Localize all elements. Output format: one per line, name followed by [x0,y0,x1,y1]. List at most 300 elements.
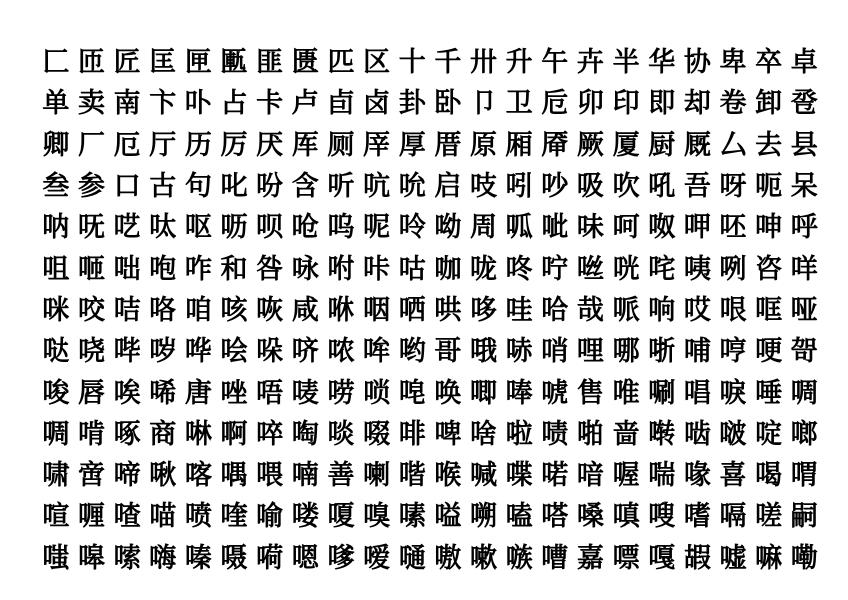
glyph-cell: 咔 [363,253,391,285]
glyph-cell: 商 [149,418,177,450]
glyph-cell: 嗒 [541,501,569,533]
glyph-cell: 唛 [291,377,319,409]
glyph-cell: 吲 [505,171,533,203]
glyph-cell: 吼 [648,171,676,203]
glyph-cell: 匝 [77,47,105,79]
glyph-cell: 原 [470,129,497,161]
glyph-cell: 哩 [576,336,604,368]
glyph-cell: 唱 [683,377,711,409]
glyph-cell: 卣 [327,88,355,120]
glyph-cell: 卉 [576,47,604,79]
glyph-cell: 味 [576,212,604,244]
glyph-cell: 卓 [790,47,818,79]
glyph-cell: 咂 [77,253,105,285]
glyph-cell: 喋 [505,460,533,492]
glyph-cell: 厢 [505,129,533,161]
glyph-cell: 吱 [470,171,497,203]
glyph-cell: 啄 [113,418,141,450]
glyph-cell: 口 [113,171,141,203]
glyph-cell: 嗷 [434,542,462,574]
glyph-cell: 呜 [327,212,355,244]
glyph-cell: 叱 [220,171,248,203]
glyph-cell: 啵 [719,418,747,450]
glyph-cell: 呷 [683,212,711,244]
glyph-cell: 嘉 [576,542,604,574]
glyph-cell: 啃 [77,418,105,450]
glyph-cell: 喏 [541,460,569,492]
glyph-cell: 喳 [113,501,141,533]
glyph-cell: 咎 [256,253,284,285]
glyph-cell: 咯 [149,294,177,326]
glyph-cell: 卒 [755,47,783,79]
glyph-cell: 哗 [184,336,212,368]
glyph-cell: 啧 [541,418,569,450]
glyph-cell: 喑 [576,460,604,492]
glyph-cell: 哦 [470,336,497,368]
glyph-cell: 唣 [398,377,426,409]
glyph-cell: 区 [363,47,391,79]
glyph-cell: 呤 [398,212,426,244]
glyph-cell: 哈 [541,294,569,326]
glyph-cell: 唠 [327,377,355,409]
glyph-cell: 哂 [398,294,426,326]
glyph-cell: 唑 [220,377,248,409]
glyph-cell: 咏 [291,253,319,285]
glyph-cell: 卖 [77,88,105,120]
glyph-cell: 唯 [612,377,640,409]
glyph-cell: 呖 [220,212,248,244]
glyph-cell: 咛 [541,253,569,285]
glyph-cell: 唔 [256,377,284,409]
glyph-cell: 哿 [790,336,818,368]
character-grid [38,42,822,579]
glyph-cell: 南 [113,88,141,120]
glyph-cell: 嗔 [612,501,640,533]
glyph-cell: 哥 [434,336,462,368]
glyph-cell: 咚 [505,253,533,285]
glyph-cell: 卅 [470,47,497,79]
glyph-cell: 厚 [398,129,426,161]
glyph-cell: 去 [755,129,783,161]
glyph-cell: 哚 [256,336,284,368]
glyph-cell: 厂 [77,129,105,161]
glyph-cell: 喁 [220,460,248,492]
glyph-cell: 咱 [184,294,212,326]
glyph-cell: 咦 [683,253,711,285]
glyph-cell: 听 [327,171,355,203]
glyph-row [38,248,822,289]
glyph-cell: 嗝 [719,501,747,533]
glyph-row [38,290,822,331]
glyph-cell: 匠 [113,47,141,79]
glyph-cell: 嗵 [398,542,426,574]
glyph-cell: 唰 [648,377,676,409]
glyph-cell: 十 [398,47,426,79]
glyph-cell: 卦 [398,88,426,120]
glyph-cell: 卯 [576,88,604,120]
glyph-cell: 卟 [184,88,212,120]
glyph-cell: 啻 [77,460,105,492]
glyph-cell: 启 [434,171,462,203]
glyph-cell: 咪 [42,294,70,326]
glyph-cell: 啬 [612,418,640,450]
glyph-cell: 匡 [149,47,177,79]
glyph-cell: 唪 [505,377,533,409]
glyph-cell: 嘏 [683,542,711,574]
glyph-cell: 嗤 [42,542,70,574]
glyph-cell: 呦 [434,212,462,244]
glyph-cell: 喇 [363,460,391,492]
glyph-row [38,125,822,166]
glyph-cell: 卺 [790,88,818,120]
glyph-cell: 哎 [683,294,711,326]
glyph-cell: 吾 [683,171,711,203]
glyph-cell: 半 [612,47,640,79]
glyph-cell: 嗑 [505,501,533,533]
glyph-cell: 卡 [256,88,284,120]
glyph-cell: 卞 [149,88,177,120]
glyph-cell: 呗 [256,212,284,244]
glyph-cell: 哔 [113,336,141,368]
glyph-cell: 占 [220,88,248,120]
glyph-cell: 咴 [256,294,284,326]
glyph-cell: 吭 [363,171,391,203]
glyph-cell: 哧 [505,336,533,368]
glyph-cell: 呸 [719,212,747,244]
glyph-cell: 吸 [576,171,604,203]
glyph-cell: 嗯 [291,542,319,574]
glyph-cell: 喉 [434,460,462,492]
glyph-cell: 嗲 [327,542,355,574]
glyph-cell: 县 [790,129,818,161]
glyph-cell: 唾 [755,377,783,409]
glyph-cell: 啁 [790,377,818,409]
glyph-cell: 咀 [42,253,70,285]
glyph-cell: 卫 [505,88,533,120]
glyph-cell: 匣 [184,47,212,79]
glyph-cell: 哨 [541,336,569,368]
glyph-cell: 嗦 [113,542,141,574]
glyph-cell: 咭 [113,294,141,326]
glyph-cell: 喜 [719,460,747,492]
glyph-cell: 喹 [220,501,248,533]
glyph-cell: 升 [505,47,533,79]
glyph-cell: 哽 [755,336,783,368]
glyph-cell: 匪 [256,47,284,79]
glyph-cell: 咄 [113,253,141,285]
glyph-cell: 哜 [291,336,319,368]
glyph-cell: 唇 [77,377,105,409]
glyph-row [38,414,822,455]
glyph-cell: 喂 [256,460,284,492]
glyph-cell: 哐 [755,294,783,326]
glyph-cell: 厌 [256,129,284,161]
glyph-cell: 喔 [612,460,640,492]
glyph-cell: 厥 [576,129,604,161]
glyph-cell: 咝 [576,253,604,285]
glyph-cell: 呒 [77,212,105,244]
glyph-cell: 呱 [505,212,533,244]
glyph-cell: 咳 [220,294,248,326]
glyph-cell: 哏 [719,294,747,326]
glyph-cell: 唆 [42,377,70,409]
glyph-cell: 唬 [541,377,569,409]
glyph-cell: 售 [576,377,604,409]
glyph-cell: 喱 [77,501,105,533]
glyph-cell: 周 [470,212,497,244]
glyph-cell: 响 [648,294,676,326]
glyph-cell: 嘘 [719,542,747,574]
glyph-row [38,372,822,413]
glyph-cell: 午 [541,47,569,79]
glyph-cell: 咧 [719,253,747,285]
glyph-cell: 喝 [755,460,783,492]
glyph-cell: 嗪 [184,542,212,574]
glyph-cell: 厨 [648,129,676,161]
glyph-cell: 咋 [184,253,212,285]
glyph-cell: 厅 [149,129,177,161]
glyph-row [38,207,822,248]
glyph-cell: 嗥 [77,542,105,574]
glyph-cell: 咐 [327,253,355,285]
glyph-cell: 咨 [755,253,783,285]
glyph-cell: 叁 [42,171,70,203]
glyph-cell: 咙 [470,253,497,285]
glyph-cell: 嘞 [790,542,818,574]
glyph-cell: 呃 [755,171,783,203]
glyph-cell: 厩 [683,129,711,161]
glyph-cell: 即 [648,88,676,120]
glyph-cell: 唐 [184,377,212,409]
glyph-cell: 呢 [363,212,391,244]
glyph-cell: 呵 [612,212,640,244]
glyph-cell: 哆 [470,294,497,326]
glyph-cell: 呆 [790,171,818,203]
glyph-cell: 唳 [719,377,747,409]
glyph-cell: 啡 [398,418,426,450]
glyph-cell: 呔 [149,212,177,244]
glyph-cell: 吹 [612,171,640,203]
glyph-cell: 咩 [790,253,818,285]
glyph-cell: 吵 [541,171,569,203]
glyph-cell: 含 [291,171,319,203]
glyph-cell: 嗽 [470,542,497,574]
glyph-cell: 喷 [184,501,212,533]
glyph-cell: 咖 [434,253,462,285]
glyph-cell: 卑 [719,47,747,79]
glyph-cell: 咆 [149,253,177,285]
glyph-cell: 哳 [648,336,676,368]
glyph-cell: 咽 [363,294,391,326]
glyph-cell: 嘈 [541,542,569,574]
glyph-cell: 啮 [683,418,711,450]
glyph-cell: 厦 [612,129,640,161]
glyph-cell: 印 [612,88,640,120]
glyph-cell: 千 [434,47,462,79]
glyph-cell: 厣 [541,129,569,161]
glyph-cell: 哉 [576,294,604,326]
glyph-cell: 啪 [576,418,604,450]
glyph-cell: 卧 [434,88,462,120]
glyph-cell: 哞 [363,336,391,368]
glyph-cell: 嗉 [398,501,426,533]
glyph-cell: 喟 [790,460,818,492]
glyph-cell: 喃 [291,460,319,492]
glyph-cell: 嗳 [363,542,391,574]
glyph-cell: 历 [184,129,212,161]
glyph-cell: 匹 [327,47,355,79]
glyph-cell: 哌 [612,294,640,326]
glyph-cell: 卷 [719,88,747,120]
glyph-cell: 啁 [42,418,70,450]
glyph-cell: 呀 [719,171,747,203]
glyph-cell: 厕 [327,129,355,161]
glyph-cell: 和 [220,253,248,285]
glyph-row [38,42,822,83]
glyph-cell: 卤 [363,88,391,120]
glyph-cell: 厝 [434,129,462,161]
glyph-cell: 厍 [291,129,319,161]
glyph-row [38,496,822,537]
glyph-cell: 嗜 [683,501,711,533]
glyph-cell: 华 [648,47,676,79]
glyph-cell: 善 [327,460,355,492]
glyph-cell: 哝 [327,336,355,368]
glyph-cell: 哪 [612,336,640,368]
glyph-cell: 呐 [42,212,70,244]
glyph-row [38,83,822,124]
glyph-row [38,455,822,496]
glyph-cell: 却 [683,88,711,120]
glyph-cell: 啤 [434,418,462,450]
glyph-cell: 呛 [291,212,319,244]
glyph-cell: 古 [149,171,177,203]
glyph-cell: 哓 [77,336,105,368]
glyph-cell: 啉 [184,418,212,450]
glyph-cell: 单 [42,88,70,120]
glyph-row [38,538,822,579]
glyph-cell: 句 [184,171,212,203]
glyph-cell: 啐 [256,418,284,450]
glyph-cell: 厉 [220,129,248,161]
glyph-cell: 嗌 [434,501,462,533]
glyph-cell: 啼 [113,460,141,492]
glyph-cell: 喻 [256,501,284,533]
glyph-cell: 嗄 [327,501,355,533]
glyph-cell: 哼 [719,336,747,368]
glyph-cell: 喽 [291,501,319,533]
glyph-cell: 啸 [42,460,70,492]
glyph-row [38,331,822,372]
glyph-cell: 嗖 [648,501,676,533]
glyph-cell: 吮 [398,171,426,203]
glyph-cell: 嗣 [790,501,818,533]
glyph-cell: 厗 [363,129,391,161]
glyph-cell: 吩 [256,171,284,203]
glyph-cell: 哇 [505,294,533,326]
glyph-cell: 喊 [470,460,497,492]
glyph-cell: 嗓 [576,501,604,533]
glyph-cell: 喘 [648,460,676,492]
glyph-cell: 哙 [220,336,248,368]
glyph-cell: 嘌 [612,542,640,574]
glyph-cell: 呲 [541,212,569,244]
glyph-cell: 嗍 [470,501,497,533]
glyph-cell: 匭 [220,47,248,79]
glyph-cell: 呓 [113,212,141,244]
glyph-cell: 咬 [77,294,105,326]
glyph-cell: 啕 [291,418,319,450]
glyph-cell: 厄 [113,129,141,161]
glyph-cell: 唤 [434,377,462,409]
glyph-cell: 匚 [42,47,70,79]
glyph-cell: 嘎 [648,542,676,574]
glyph-cell: 厶 [719,129,747,161]
glyph-cell: 啷 [790,418,818,450]
glyph-cell: 嗬 [256,542,284,574]
glyph-cell: 喀 [184,460,212,492]
glyph-cell: 嗾 [505,542,533,574]
glyph-cell: 卮 [541,88,569,120]
glyph-cell: 哒 [42,336,70,368]
glyph-cell: 唧 [470,377,497,409]
glyph-cell: 呼 [790,212,818,244]
glyph-cell: 啭 [648,418,676,450]
glyph-cell: 嗟 [755,501,783,533]
glyph-cell: 唢 [363,377,391,409]
glyph-cell: 哑 [790,294,818,326]
glyph-cell: 咤 [648,253,676,285]
glyph-cell: 嗫 [220,542,248,574]
glyph-cell: 嘛 [755,542,783,574]
glyph-cell: 咸 [291,294,319,326]
glyph-cell: 呶 [648,212,676,244]
glyph-cell: 啥 [470,418,497,450]
glyph-cell: 咻 [327,294,355,326]
glyph-cell: 卿 [42,129,70,161]
glyph-cell: 呕 [184,212,212,244]
glyph-cell: 喵 [149,501,177,533]
glyph-cell: 啶 [755,418,783,450]
glyph-cell: 匮 [291,47,319,79]
glyph-cell: 嗅 [363,501,391,533]
glyph-cell: 啊 [220,418,248,450]
glyph-cell: 卩 [470,88,497,120]
glyph-cell: 哄 [434,294,462,326]
glyph-cell: 卸 [755,88,783,120]
glyph-cell: 参 [77,171,105,203]
glyph-cell: 喧 [42,501,70,533]
glyph-cell: 喈 [398,460,426,492]
glyph-cell: 啾 [149,460,177,492]
glyph-cell: 哺 [683,336,711,368]
glyph-cell: 喙 [683,460,711,492]
glyph-cell: 呻 [755,212,783,244]
glyph-cell: 咣 [612,253,640,285]
glyph-cell: 啦 [505,418,533,450]
glyph-cell: 协 [683,47,711,79]
glyph-row [38,166,822,207]
glyph-cell: 卢 [291,88,319,120]
glyph-cell: 哟 [398,336,426,368]
glyph-cell: 哕 [149,336,177,368]
glyph-cell: 啖 [327,418,355,450]
glyph-cell: 唉 [113,377,141,409]
glyph-cell: 咕 [398,253,426,285]
glyph-cell: 嗨 [149,542,177,574]
glyph-cell: 唏 [149,377,177,409]
glyph-cell: 啜 [363,418,391,450]
